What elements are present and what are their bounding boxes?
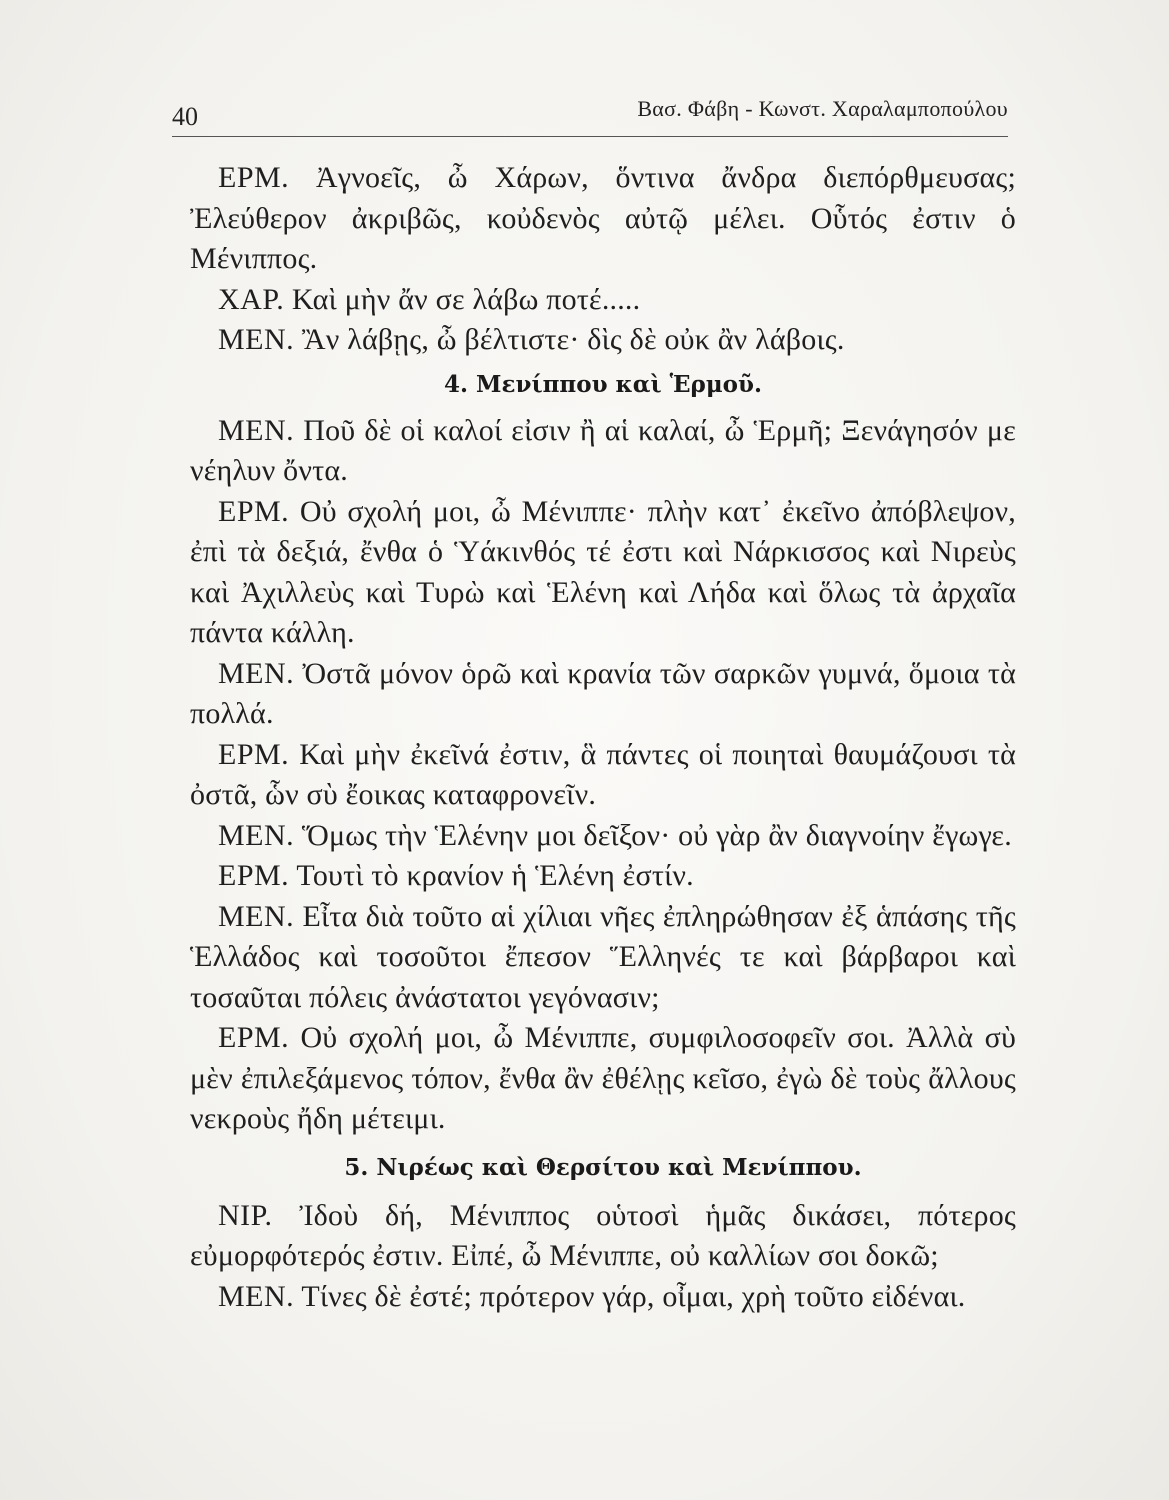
dialogue-paragraph xyxy=(190,856,1016,897)
dialogue-paragraph xyxy=(190,411,1016,492)
dialogue-text: Καὶ μὴν ἄν σε λάβω ποτέ..... xyxy=(291,282,641,316)
dialogue-text: Ποῦ δὲ οἱ καλοί εἰσιν ἢ αἱ καλαί, ὦ Ἑρμῆ; Ξενάγησόν με νέηλυν ὄντα. xyxy=(190,413,1016,487)
speaker-label: ΜΕΝ. xyxy=(218,656,295,690)
speaker-label: ΕΡΜ. xyxy=(218,737,290,771)
main-text xyxy=(190,158,1016,1317)
speaker-label: ΜΕΝ. xyxy=(218,323,295,356)
speaker-label: ΕΡΜ. xyxy=(218,859,290,892)
dialogue-text: Ὅμως τὴν Ἑλένην μοι δεῖξον· οὐ γὰρ ἂν διαγνοίην ἔγωγε. xyxy=(301,818,1012,852)
speaker-label: ΕΡΜ. xyxy=(218,161,290,194)
dialogue-paragraph xyxy=(190,320,1016,361)
speaker-label: ΧΑΡ. xyxy=(218,282,285,316)
speaker-label: ΜΕΝ. xyxy=(218,818,295,852)
running-title: Βασ. Φάβη - Κωνστ. Χαραλαμποπούλου xyxy=(637,96,1008,121)
speaker-label: ΕΡΜ. xyxy=(218,1021,290,1054)
dialogue-text: Οὐ σχολή μοι, ὦ Μένιππε, συμφιλοσοφεῖν σοι. Ἀλλὰ σὺ μὲν ἐπιλεξάμενος τόπον, ἔνθα ἂν ἐθέλῃς κεῖσο, ἐγὼ δὲ τοὺς ἄλλους νεκροὺς ἤδη μέτειμι. xyxy=(190,1021,1016,1135)
dialogue-paragraph xyxy=(190,1277,1016,1318)
speaker-label: ΜΕΝ. xyxy=(218,413,295,447)
running-head xyxy=(172,96,1008,136)
dialogue-text: Ἂν λάβῃς, ὦ βέλτιστε· δὶς δὲ οὐκ ἂν λάβοις. xyxy=(301,323,845,356)
dialogue-text: Τουτὶ τὸ κρανίον ἡ Ἑλένη ἐστίν. xyxy=(296,859,694,892)
dialogue-text: Εἶτα διὰ τοῦτο αἱ χίλιαι νῆες ἐπληρώθησαν ἐξ ἁπάσης τῆς Ἑλλάδος καὶ τοσοῦτοι ἔπεσον Ἕλληνές τε καὶ βάρβαροι καὶ τοσαῦται πόλεις ἀνάστατοι γεγόνασιν; xyxy=(190,899,1016,1014)
dialogue-text: Ὀστᾶ μόνον ὁρῶ καὶ κρανία τῶν σαρκῶν γυμνά, ὅμοια τὰ πολλά. xyxy=(190,656,1016,730)
speaker-label: ΝΙΡ. xyxy=(218,1198,273,1232)
dialogue-paragraph xyxy=(190,492,1016,654)
dialogue-text: Τίνες δὲ ἐστέ; πρότερον γάρ, οἶμαι, χρὴ τοῦτο εἰδέναι. xyxy=(301,1279,966,1313)
dialogue-text: Οὐ σχολή μοι, ὦ Μένιππε· πλὴν κατ᾽ ἐκεῖνο ἀπόβλεψον, ἐπὶ τὰ δεξιά, ἔνθα ὁ Ὑάκινθός τέ ἐστι καὶ Νάρκισσος καὶ Νιρεὺς καὶ Ἀχιλλεὺς καὶ Τυρὼ καὶ Ἑλένη καὶ Λήδα καὶ ὅλως τὰ ἀρχαῖα πάντα κάλλη. xyxy=(190,494,1016,649)
dialogue-paragraph xyxy=(190,280,1016,321)
header-rule xyxy=(172,136,1008,137)
dialogue-paragraph xyxy=(190,1196,1016,1277)
dialogue-text: Ἀγνοεῖς, ὦ Χάρων, ὅντινα ἄνδρα διεπόρθμευσας; Ἐλεύθερον ἀκριβῶς, κοὐδενὸς αὐτῷ μέλει. Οὗτός ἐστιν ὁ Μένιππος. xyxy=(190,161,1016,275)
dialogue-text: Ἰδοὺ δή, Μένιππος οὑτοσὶ ἡμᾶς δικάσει, πότερος εὐμορφότερός ἐστιν. Εἰπέ, ὦ Μένιππε, οὐ καλλίων σοι δοκῶ; xyxy=(190,1198,1016,1272)
dialogue-paragraph xyxy=(190,654,1016,735)
dialogue-paragraph xyxy=(190,897,1016,1019)
dialogue-paragraph xyxy=(190,816,1016,857)
dialogue-text: Καὶ μὴν ἐκεῖνά ἐστιν, ἃ πάντες οἱ ποιηταὶ θαυμάζουσι τὰ ὀστᾶ, ὧν σὺ ἔοικας καταφρονεῖν. xyxy=(190,737,1016,811)
section-heading-5: 5. Νιρέως καὶ Θερσίτου καὶ Μενίππου. xyxy=(344,1153,862,1181)
speaker-label: ΜΕΝ. xyxy=(218,1279,295,1313)
page-number: 40 xyxy=(172,102,198,131)
dialogue-paragraph xyxy=(190,158,1016,280)
speaker-label: ΜΕΝ. xyxy=(218,899,295,933)
section-heading-4: 4. Μενίππου καὶ Ἑρμοῦ. xyxy=(444,370,762,398)
dialogue-paragraph xyxy=(190,1018,1016,1140)
speaker-label: ΕΡΜ. xyxy=(218,494,290,528)
dialogue-paragraph xyxy=(190,735,1016,816)
